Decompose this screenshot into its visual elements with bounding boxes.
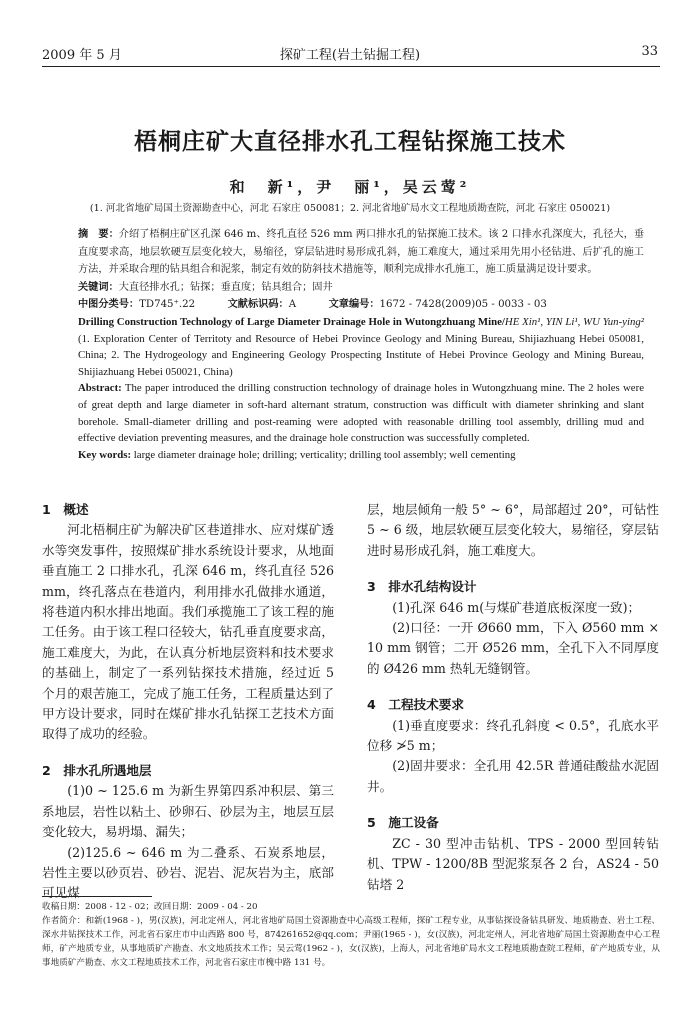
abstract-cn [78, 226, 644, 279]
english-abstract [78, 380, 644, 446]
english-title-block [78, 314, 644, 380]
section-2-title: 2 排水孔所遇地层 [42, 762, 152, 778]
section-4-title: 4 工程技术要求 [367, 697, 464, 713]
keywords-label: 关键词： [78, 281, 119, 293]
article-no-value: 1672 - 7428(2009)05 - 0033 - 03 [379, 299, 547, 311]
right-column [367, 500, 659, 895]
section-5-paragraph: ZC - 30 型冲击钻机、TPS - 2000 型回转钻机、TPW - 1200/8B 型泥浆泵各 2 台，AS24 - 50 钻塔 2 [367, 835, 659, 892]
keywords-cn [78, 279, 644, 297]
author-affiliations: (1. 河北省地矿局国土资源勘查中心，河北 石家庄 050081；2. 河北省地矿局水文工程地质勘查院，河北 石家庄 050021) [89, 203, 611, 214]
header-page-number: 33 [641, 44, 658, 59]
footnote-rule [42, 896, 152, 897]
header-date: 2009 年 5 月 [42, 48, 122, 63]
abstract-text: 介绍了梧桐庄矿区孔深 646 m、终孔直径 526 mm 两口排水孔的钻探施工技术。该 2 口排水孔深度大，孔径大，垂直度要求高，地层软硬互层变化较大，易缩径，穿层钻进时易形成孔斜，施工难度大，通过采用先用小径钻进、后扩孔的施工方法，并采取合理的钻具组合和泥浆，制定有效的防斜技术措施等，顺利完成排水孔施工，施工质量满足设计要求。 [78, 229, 645, 276]
paper-title: 梧桐庄矿大直径排水孔工程钻探施工技术 [134, 129, 566, 155]
clc-label: 中图分类号： [78, 299, 140, 311]
paper-authors: 和 新¹，尹 丽¹，吴云莺² [229, 178, 471, 196]
doc-code-value: A [288, 299, 297, 311]
section-2-continuation: 层，地层倾角一般 5° ~ 6°，局部超过 20°，可钻性 5 ~ 6 级，地层软硬互层变化较大，易缩径，穿层钻进时易形成孔斜，施工难度大。 [367, 502, 659, 558]
section-2-item-1: (1)0 ~ 125.6 m 为新生界第四系冲积层、第三系地层，岩性以粘土、砂卵石、砂层为主，地层互层变化较大，易坍塌、漏失； [42, 783, 334, 840]
abstract-block [78, 226, 644, 463]
english-abstract-label: Abstract: [78, 382, 122, 395]
footnote-author-bio: 作者简介：和新(1968 - )，男(汉族)，河北定州人，河北省地矿局国土资源勘查中心高级工程师，探矿工程专业，从事钻探设备钻具研发、地质勘查、岩土工程、深水井钻探技术工作，河北省石家庄市中山西路 800 号，874261652@qq.com；尹丽(1965 - )，女(汉族)，河北定州人，河北省地矿局国土资源勘查中心工程师，矿产地质专业，从事地质矿产勘查、水文地质技术工作；吴云莺(1962 - )，女(汉族)，上海人，河北省地矿局水文工程地质勘查院工程师，矿产地质专业，从事地质矿产勘查、水文工程地质技术工作，河北省石家庄市槐中路 131 号。 [42, 916, 660, 968]
section-1-paragraph: 河北梧桐庄矿为解决矿区巷道排水、应对煤矿透水等突发事件，按照煤矿排水系统设计要求，从地面垂直施工 2 口排水孔，孔深 646 m，终孔直径 526 mm，终孔落点在巷道内，利用排水孔做排水通道，将巷道内积水排出地面。我们承揽施工了该工程的施工任务。由于该工程口径较大，钻孔垂直度要求高，施工难度大，为此，在认真分析地层资料和技术要求的基础上，制定了一系列钻探技术措施，经过近 5 个月的艰苦施工，完成了施工任务，工程质量达到了甲方设计要求，同时在煤矿排水孔钻探工艺技术方面取得了成功的经验。 [42, 522, 334, 742]
section-1-title: 1 概述 [42, 502, 89, 517]
section-3-item-1: (1)孔深 646 m(与煤矿巷道底板深度一致)； [392, 599, 641, 615]
footnote-dates: 收稿日期：2008 - 12 - 02；改回日期：2009 - 04 - 20 [42, 902, 258, 912]
english-authors: HE Xin¹, YIN Li¹, WU Yun-ying² [504, 315, 644, 328]
english-keywords-text: large diameter drainage hole; drilling; verticality; drilling tool assembly; well cementing [133, 448, 516, 461]
clc-value: TD745⁺.22 [139, 299, 196, 311]
article-no-label: 文章编号： [328, 299, 380, 311]
english-title: Drilling Construction Technology of Large Diameter Drainage Hole in Wutongzhuang Mine/ [78, 315, 505, 328]
footnote [42, 900, 660, 970]
header-journal: 探矿工程(岩土钻掘工程) [279, 48, 421, 63]
english-affiliation: (1. Exploration Center of Territoty and Resource of Hebei Province Geology and Mining Bureau, Shijiazhuang Hebei 050081, China; 2. The Hydrogeology and Engineering Geology Prospecting Institute of Hebei Province Geology and Mining Bureau, Shijiazhuang Hebei 050021, China) [78, 332, 644, 378]
section-2-item-2: (2)125.6 ~ 646 m 为二叠系、石炭系地层，岩性主要以砂页岩、砂岩、泥岩、泥灰岩为主，底部可见煤 [42, 844, 334, 901]
english-keywords [78, 447, 644, 464]
english-keywords-label: Key words: [78, 448, 132, 461]
section-3-item-2: (2)口径：一开 Ø660 mm，下入 Ø560 mm × 10 mm 钢管；二开 Ø526 mm，全孔下入不同厚度的 Ø426 mm 热轧无缝钢管。 [367, 620, 659, 676]
section-3-title: 3 排水孔结构设计 [367, 579, 477, 595]
section-5-title: 5 施工设备 [367, 815, 439, 831]
section-4-item-2: (2)固井要求：全孔用 42.5R 普通硅酸盐水泥固井。 [367, 758, 659, 794]
abstract-label: 摘 要： [78, 229, 119, 240]
header-rule [42, 66, 660, 67]
keywords-text: 大直径排水孔；钻探；垂直度；钻具组合；固井 [118, 281, 333, 293]
doc-code-label: 文献标识码： [227, 299, 289, 311]
left-column [42, 500, 334, 904]
classification-line [78, 296, 644, 314]
section-4-item-1: (1)垂直度要求：终孔孔斜度 < 0.5°，孔底水平位移 ≯5 m； [367, 717, 659, 754]
english-abstract-text: The paper introduced the drilling construction technology of drainage holes in Wutongzhuang mine. The 2 holes were of great depth and large diameter in soft-hard alternant stratum, construction was difficult with diameter shrinking and slant borehole. Small-diameter drilling and post-reaming were adopted with reasonable drilling tool assembly, drilling mud and effective deviation preventing measures, and the drainage hole construction was successfully completed. [78, 382, 644, 445]
